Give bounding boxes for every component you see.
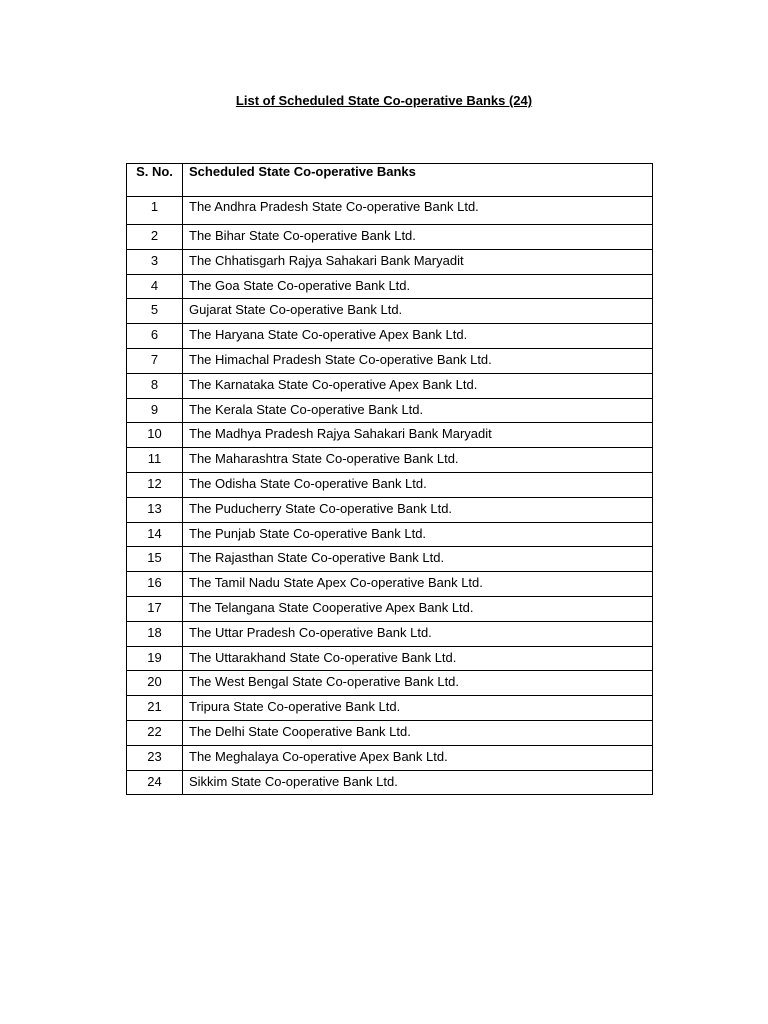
table-row bbox=[127, 197, 653, 225]
table-row bbox=[127, 472, 653, 497]
serial-number-cell: 5 bbox=[127, 299, 183, 324]
serial-number-cell: 24 bbox=[127, 770, 183, 795]
bank-name-cell: Gujarat State Co-operative Bank Ltd. bbox=[183, 299, 653, 324]
bank-name-cell: The Himachal Pradesh State Co-operative Bank Ltd. bbox=[183, 348, 653, 373]
banks-table bbox=[126, 163, 653, 795]
table-row bbox=[127, 770, 653, 795]
column-header-bank-name: Scheduled State Co-operative Banks bbox=[183, 164, 653, 197]
table-row bbox=[127, 497, 653, 522]
bank-name-cell: The Madhya Pradesh Rajya Sahakari Bank Maryadit bbox=[183, 423, 653, 448]
table-row bbox=[127, 398, 653, 423]
serial-number-cell: 15 bbox=[127, 547, 183, 572]
serial-number-cell: 23 bbox=[127, 745, 183, 770]
table-row bbox=[127, 547, 653, 572]
bank-name-cell: The Delhi State Cooperative Bank Ltd. bbox=[183, 720, 653, 745]
serial-number-cell: 13 bbox=[127, 497, 183, 522]
table-row bbox=[127, 696, 653, 721]
table-row bbox=[127, 720, 653, 745]
bank-name-cell: The Odisha State Co-operative Bank Ltd. bbox=[183, 472, 653, 497]
serial-number-cell: 21 bbox=[127, 696, 183, 721]
table-row bbox=[127, 249, 653, 274]
bank-name-cell: The Telangana State Cooperative Apex Bank Ltd. bbox=[183, 596, 653, 621]
serial-number-cell: 14 bbox=[127, 522, 183, 547]
serial-number-cell: 6 bbox=[127, 324, 183, 349]
bank-name-cell: The Puducherry State Co-operative Bank Ltd. bbox=[183, 497, 653, 522]
bank-name-cell: The Haryana State Co-operative Apex Bank Ltd. bbox=[183, 324, 653, 349]
bank-name-cell: The Kerala State Co-operative Bank Ltd. bbox=[183, 398, 653, 423]
serial-number-cell: 7 bbox=[127, 348, 183, 373]
table-header-row bbox=[127, 164, 653, 197]
serial-number-cell: 16 bbox=[127, 572, 183, 597]
table-row bbox=[127, 596, 653, 621]
table-row bbox=[127, 274, 653, 299]
bank-name-cell: The Chhatisgarh Rajya Sahakari Bank Maryadit bbox=[183, 249, 653, 274]
serial-number-cell: 10 bbox=[127, 423, 183, 448]
bank-name-cell: The West Bengal State Co-operative Bank Ltd. bbox=[183, 671, 653, 696]
bank-name-cell: The Goa State Co-operative Bank Ltd. bbox=[183, 274, 653, 299]
table-row bbox=[127, 671, 653, 696]
table-row bbox=[127, 448, 653, 473]
table-row bbox=[127, 348, 653, 373]
serial-number-cell: 8 bbox=[127, 373, 183, 398]
table-row bbox=[127, 745, 653, 770]
serial-number-cell: 12 bbox=[127, 472, 183, 497]
table-row bbox=[127, 572, 653, 597]
column-header-sno: S. No. bbox=[127, 164, 183, 197]
serial-number-cell: 18 bbox=[127, 621, 183, 646]
bank-name-cell: Sikkim State Co-operative Bank Ltd. bbox=[183, 770, 653, 795]
table-row bbox=[127, 373, 653, 398]
serial-number-cell: 9 bbox=[127, 398, 183, 423]
table-row bbox=[127, 522, 653, 547]
bank-name-cell: The Bihar State Co-operative Bank Ltd. bbox=[183, 225, 653, 250]
serial-number-cell: 17 bbox=[127, 596, 183, 621]
table-row bbox=[127, 324, 653, 349]
bank-name-cell: Tripura State Co-operative Bank Ltd. bbox=[183, 696, 653, 721]
table-row bbox=[127, 299, 653, 324]
serial-number-cell: 11 bbox=[127, 448, 183, 473]
serial-number-cell: 3 bbox=[127, 249, 183, 274]
bank-name-cell: The Andhra Pradesh State Co-operative Bank Ltd. bbox=[183, 197, 653, 225]
serial-number-cell: 22 bbox=[127, 720, 183, 745]
bank-name-cell: The Meghalaya Co-operative Apex Bank Ltd. bbox=[183, 745, 653, 770]
table-body bbox=[127, 197, 653, 795]
bank-name-cell: The Uttarakhand State Co-operative Bank Ltd. bbox=[183, 646, 653, 671]
page-title: List of Scheduled State Co-operative Banks (24) bbox=[235, 93, 533, 108]
bank-name-cell: The Tamil Nadu State Apex Co-operative Bank Ltd. bbox=[183, 572, 653, 597]
serial-number-cell: 2 bbox=[127, 225, 183, 250]
serial-number-cell: 20 bbox=[127, 671, 183, 696]
bank-name-cell: The Maharashtra State Co-operative Bank Ltd. bbox=[183, 448, 653, 473]
serial-number-cell: 4 bbox=[127, 274, 183, 299]
bank-name-cell: The Karnataka State Co-operative Apex Bank Ltd. bbox=[183, 373, 653, 398]
table-row bbox=[127, 646, 653, 671]
serial-number-cell: 19 bbox=[127, 646, 183, 671]
bank-name-cell: The Punjab State Co-operative Bank Ltd. bbox=[183, 522, 653, 547]
table-row bbox=[127, 225, 653, 250]
serial-number-cell: 1 bbox=[127, 197, 183, 225]
bank-name-cell: The Uttar Pradesh Co-operative Bank Ltd. bbox=[183, 621, 653, 646]
table-row bbox=[127, 423, 653, 448]
table-row bbox=[127, 621, 653, 646]
bank-name-cell: The Rajasthan State Co-operative Bank Ltd. bbox=[183, 547, 653, 572]
